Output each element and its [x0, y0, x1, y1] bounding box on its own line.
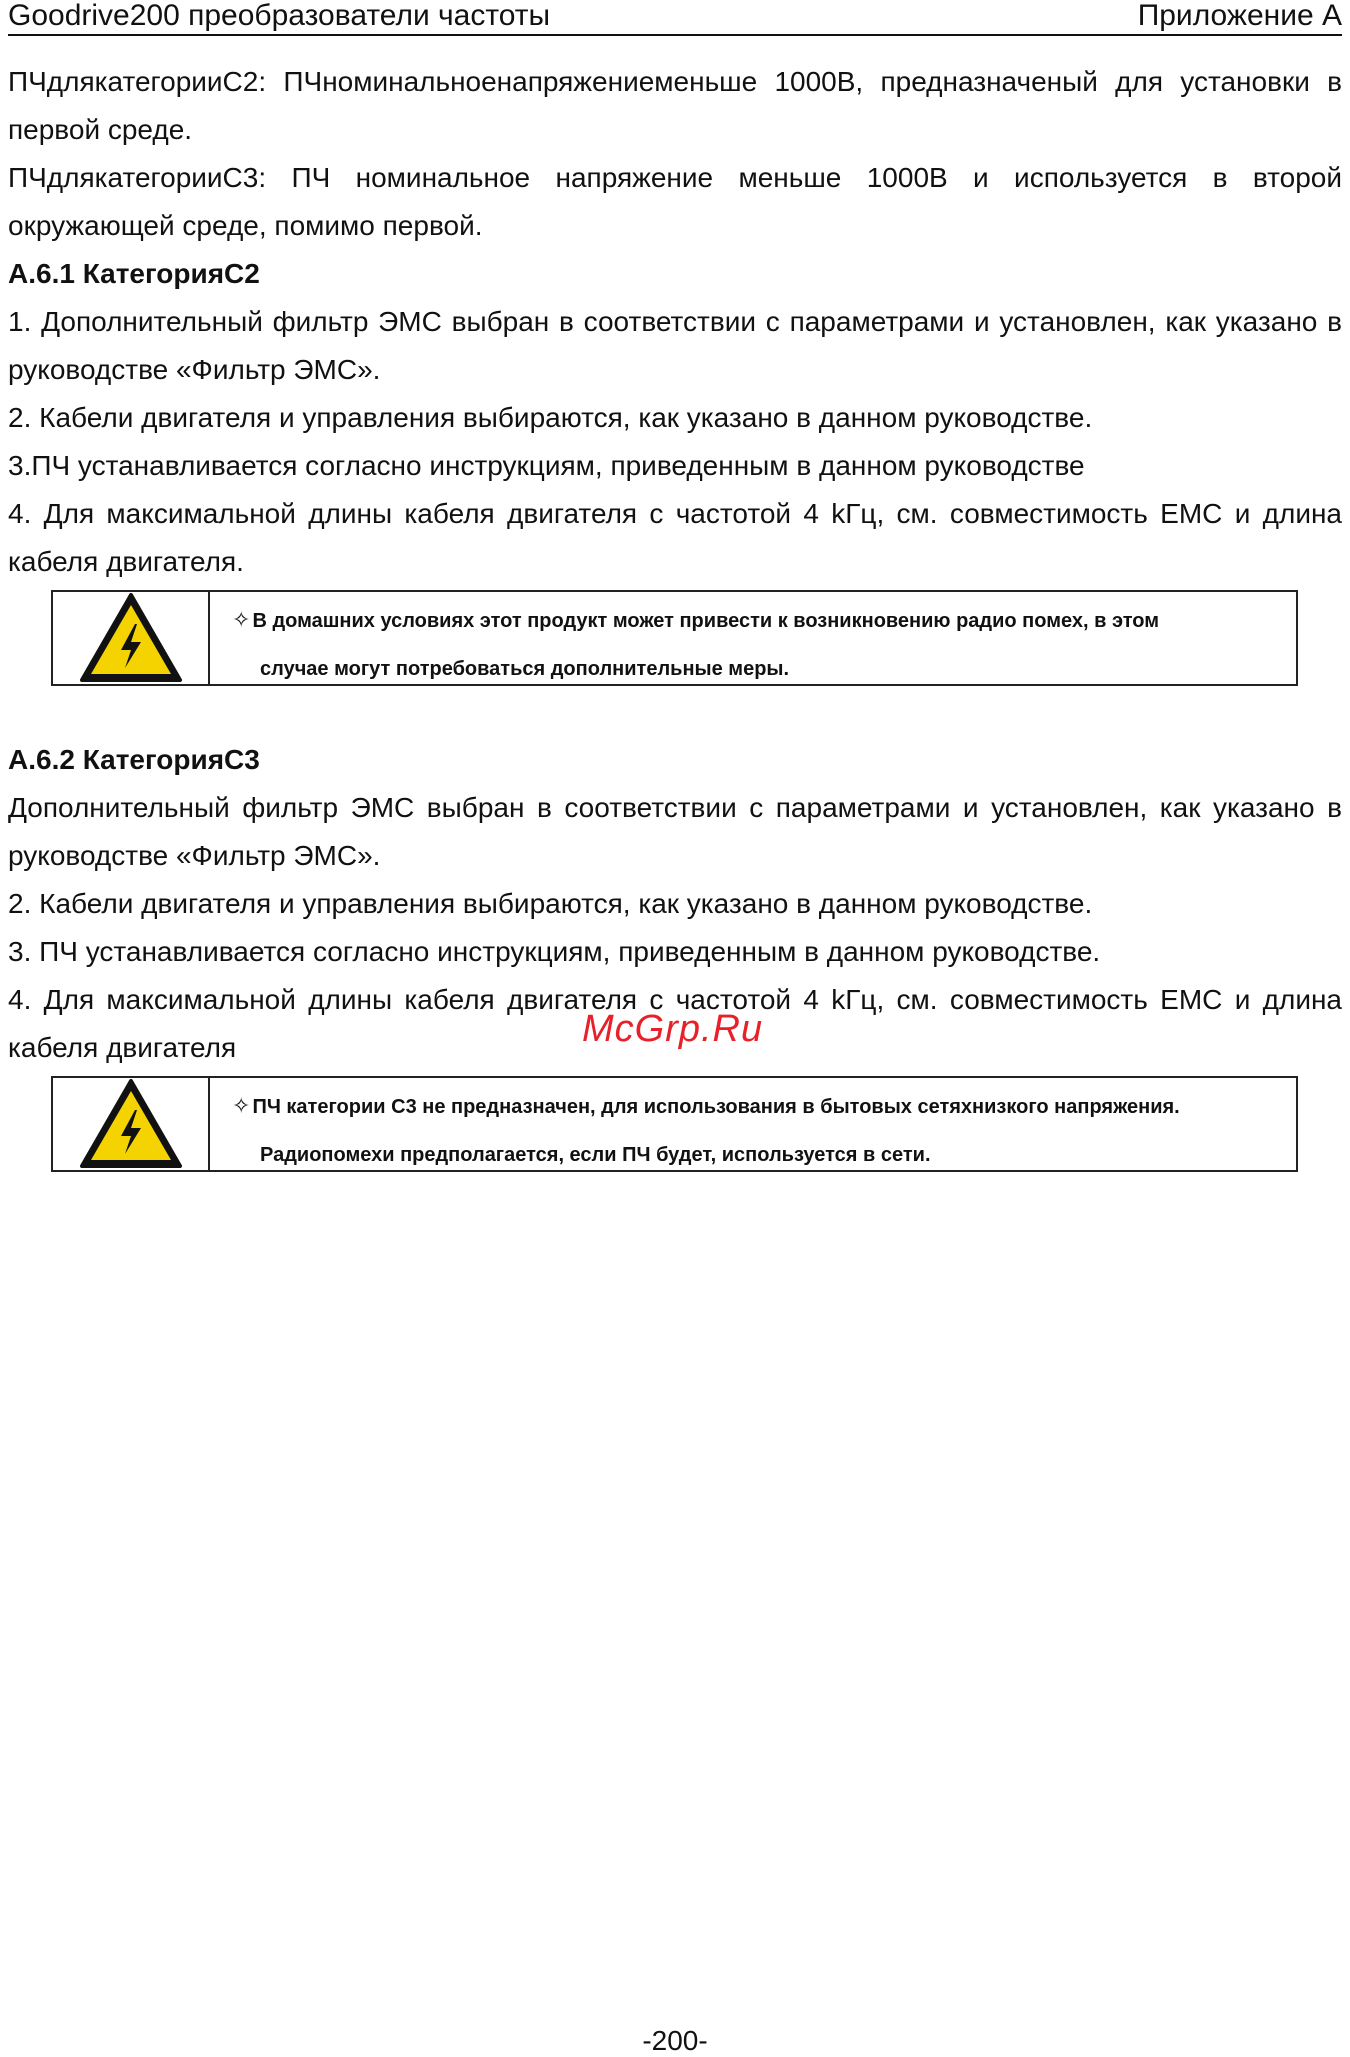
high-voltage-warning-icon [79, 1078, 183, 1170]
warning-text [210, 1078, 1296, 1170]
watermark: McGrp.Ru [582, 1008, 764, 1050]
high-voltage-warning-icon [79, 592, 183, 684]
warning-line: ПЧ категории С3 не предназначен, для использования в бытовых сетяхнизкого напряжения. [252, 1096, 1180, 1118]
list-item: 3.ПЧ устанавливается согласно инструкциям, приведенным в данном руководстве [8, 450, 1085, 481]
spacer [8, 686, 1342, 736]
header-appendix: Приложение А [1137, 0, 1342, 32]
list-item: 2. Кабели двигателя и управления выбираются, как указано в данном руководстве. [8, 888, 1093, 919]
intro-paragraph-c3: ПЧдлякатегорииС3: ПЧ номинальное напряжение меньше 1000В и используется в второй окружающей среде, помимо первой. [8, 162, 1342, 241]
page-header [8, 0, 1342, 36]
warning-box-c2 [51, 590, 1298, 686]
list-item: Дополнительный фильтр ЭМС выбран в соответствии с параметрами и установлен, как указано в руководстве «Фильтр ЭМС». [8, 792, 1342, 871]
list-item: 4. Для максимальной длины кабеля двигателя с частотой 4 kГц, см. совместимость ЕМС и длина кабеля двигателя [8, 984, 1342, 1063]
list-item: 1. Дополнительный фильтр ЭМС выбран в соответствии с параметрами и установлен, как указано в руководстве «Фильтр ЭМС». [8, 306, 1342, 385]
header-title: Goodrive200 преобразователи частоты [8, 0, 551, 32]
list-item: 3. ПЧ устанавливается согласно инструкциям, приведенным в данном руководстве. [8, 936, 1101, 967]
section-heading-c3: A.6.2 КатегорияC3 [8, 744, 260, 775]
page-number: -200- [642, 2025, 708, 2056]
list-item: 4. Для максимальной длины кабеля двигателя с частотой 4 kГц, см. совместимость ЕМС и длина кабеля двигателя. [8, 498, 1342, 577]
warning-line: Радиопомехи предполагается, если ПЧ будет, используется в сети. [260, 1144, 931, 1166]
intro-paragraph-c2: ПЧдлякатегорииС2: ПЧноминальноенапряжениеменьше 1000В, предназначеный для установки в первой среде. [8, 66, 1342, 145]
warning-line: случае могут потребоваться дополнительные меры. [260, 658, 790, 680]
warning-icon-cell [53, 1078, 210, 1170]
warning-icon-cell [53, 592, 210, 684]
warning-line: В домашних условиях этот продукт может привести к возникновению радио помех, в этом [252, 610, 1160, 632]
section-heading-c2: A.6.1 КатегорияC2 [8, 258, 260, 289]
diamond-bullet-icon: ✧ [232, 1093, 251, 1118]
page-content [8, 58, 1342, 1172]
warning-text [210, 592, 1296, 684]
warning-box-c3 [51, 1076, 1298, 1172]
diamond-bullet-icon: ✧ [232, 607, 251, 632]
list-item: 2. Кабели двигателя и управления выбираются, как указано в данном руководстве. [8, 402, 1093, 433]
